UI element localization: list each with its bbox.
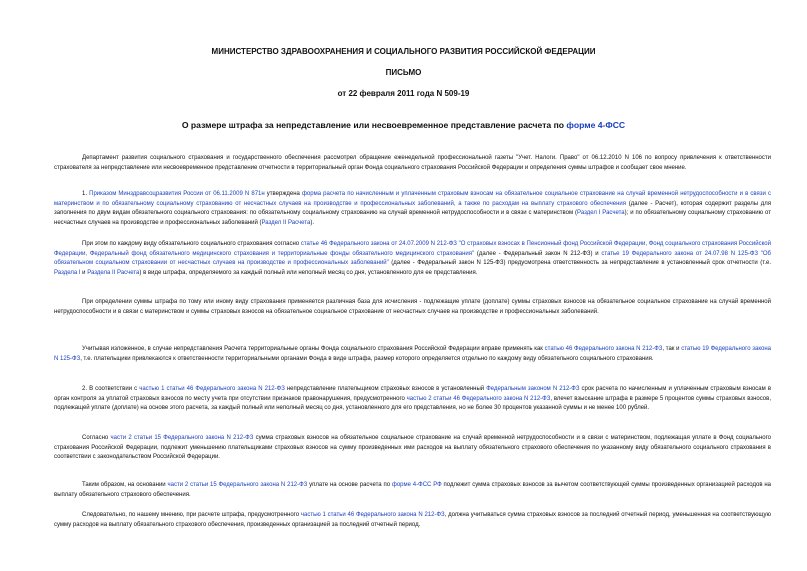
p2-text-1: 1.	[82, 191, 90, 197]
p5-text-1: Учитывая изложенное, в случае непредставления Расчета территориальные органы Фонда социального страхования Российской Федерации вправе применять как	[82, 346, 545, 352]
link-article-19-125fz[interactable]: статье 19 Федерального закона от 24.07.98 N 125-ФЗ "Об обязательном социальном страховании от несчастных случаев на производстве и профессиональных заболеваний"	[54, 250, 771, 267]
p4-text: При определении суммы штрафа по тому или иному виду страхования применяется различная база для исчисления - подлежащие уплате (доплате) суммы страховых взносов на обязательное социальное страхование на случай временной нетрудоспособности и в связи с материнством и суммы страховых взносов на обязательное социальное страхование от несчастных случаев на производстве и профессиональных заболеваний.	[54, 299, 771, 315]
link-section-2[interactable]: Раздел II Расчета	[261, 219, 311, 226]
p6-text-4: , влечет взыскание штрафа в размере 5 процентов суммы страховых взносов, подлежащей уплате (доплате) на основе этого расчета, за каждый полный или неполный месяц со дня, установленного для его представления, но не более 30 процентов указанной суммы и не менее 100 рублей.	[54, 395, 772, 412]
link-part1-article-46[interactable]: частью 1 статьи 46 Федерального закона N 212-ФЗ	[139, 386, 285, 392]
p8-text-3: подлежит сумма страховых взносов за вычетом соответствующей суммы произведенных организацией расходов на выплату обязательного страхового обеспечения.	[54, 482, 771, 498]
link-calculation-form[interactable]: форма расчета по начисленным и уплаченным страховым взносам на обязательное социальное страхование на случай временной нетрудоспособности и в связи с материнством и по обязательному социальному страхованию от несчастных случаев на производстве и профессиональных заболеваний, а также по расходам на выплату страхового обеспечения	[54, 191, 772, 207]
paragraph-6	[54, 385, 771, 414]
link-article-46-212fz[interactable]: статье 46 Федерального закона от 24.07.2009 N 212-ФЗ "О страховых взносах в Пенсионный фонд Российской Федерации, Фонд социального страхования Российской Федерации, Федеральный фонд обязательного медицинского страхования и территориальные фонды обязательного медицинского страхования"	[54, 241, 771, 257]
p8-text-2: уплате на основе расчета по	[307, 482, 392, 488]
paragraph-2	[54, 190, 771, 228]
link-part1-article-46[interactable]: частью 1 статьи 46 Федерального закона N 212-ФЗ	[300, 512, 445, 518]
p3-text-5: ) в виде штрафа, определяемого за каждый полный или неполный месяц со дня, установленного для ее представления.	[139, 269, 478, 276]
link-order-871n[interactable]: Приказом Минздравсоцразвития России от 06.11.2009 N 871н	[89, 191, 265, 197]
document-date: от 22 февраля 2011 года N 509-19	[337, 89, 470, 98]
p8-text-1: Таким образом, на основании	[82, 482, 168, 488]
link-form-4fss[interactable]: форме 4-ФСС	[566, 120, 626, 130]
p7-text-2: сумма страховых взносов на обязательное социальное страхование на случай временной нетрудоспособности и в связи с материнством, подлежащая уплате в Фонд социального страхования Российской Федерации, подлежит уменьшению плательщиками страховых взносов на сумму произведенных ими расходов на выплату обязательного страхового обеспечения по указанному виду обязательного социального страхования в соответствии с законодательством Российской Федерации.	[54, 435, 771, 461]
paragraph-9	[54, 511, 771, 530]
link-part2-article-15[interactable]: части 2 статьи 15 Федерального закона N 212-ФЗ	[110, 435, 254, 441]
paragraph-3	[54, 240, 771, 278]
link-part2-article-46[interactable]: частью 2 статьи 46 Федерального закона N 212-ФЗ	[406, 395, 551, 402]
p9-text-1: Следовательно, по нашему мнению, при расчете штрафа, предусмотренного	[82, 512, 301, 518]
p2-text-2: утверждена	[264, 191, 302, 197]
p6-text-3: срок расчета по начисленным и уплаченным страховым взносам в орган контроля за уплатой страховых взносов по месту учета при отсутствии признаков правонарушения, предусмотренного	[54, 386, 772, 402]
p2-text-5: ).	[310, 219, 314, 226]
link-law-212fz[interactable]: Федеральным законом N 212-ФЗ	[486, 386, 580, 392]
p6-text-1: 2. В соответствии с	[82, 386, 140, 392]
p1-text: Департамент развития социального страхования и государственного обеспечения рассмотрел обращение еженедельной профессиональной газеты "Учет. Налоги. Право" от 06.12.2010 N 106 по вопросу привлечения к ответственности страхователя за непредставление или несвоевременное представление отчетности в территориальный орган Фонда социального страхования Российской Федерации и определения суммы штрафов и сообщает свое мнение.	[54, 155, 771, 171]
link-section-2[interactable]: Раздела II Расчета	[87, 269, 140, 276]
paragraph-7	[54, 434, 771, 463]
document-type: ПИСЬМО	[385, 68, 422, 77]
ministry-title: МИНИСТЕРСТВО ЗДРАВООХРАНЕНИЯ И СОЦИАЛЬНОГО РАЗВИТИЯ РОССИЙСКОЙ ФЕДЕРАЦИИ	[211, 47, 596, 56]
p9-text-2: , должна учитываться сумма страховых взносов за последний отчетный период, уменьшенная на соответствующую сумму расходов на выплату обязательного страхового обеспечения, произведенных организацией за последний отчетный период.	[54, 512, 771, 528]
p2-text-4: ); и по обязательному социальному страхованию от несчастных случаев на производстве и профессиональных заболеваний (	[54, 210, 772, 226]
link-article-46-212fz[interactable]: статью 46 Федерального закона N 212-ФЗ	[544, 346, 663, 352]
document-subject	[0, 120, 807, 131]
p3-text-1: При этом по каждому виду обязательного социального страхования согласно	[82, 241, 301, 247]
p3-text-2: (далее - Федеральный закон N 212-ФЗ) и	[474, 250, 602, 257]
paragraph-4	[54, 298, 771, 317]
p5-text-2: , так и	[662, 346, 682, 352]
link-form-4fss-rf[interactable]: форме 4-ФСС РФ	[391, 482, 442, 488]
p7-text-1: Согласно	[82, 435, 111, 441]
p3-text-4: и	[80, 269, 88, 276]
p2-text-3: (далее - Расчет), которая содержит разделы для заполнения по двум видам обязательного социального страхования: по обязательному социальному страхованию на случай временной нетрудоспособности и в связи с материнством (	[54, 200, 771, 217]
link-article-19-125fz[interactable]: статью 19 Федерального закона N 125-ФЗ	[54, 346, 772, 362]
link-section-1[interactable]: Раздел I Расчета	[577, 210, 625, 217]
link-section-1[interactable]: Раздела I	[54, 269, 81, 276]
link-part2-article-15[interactable]: части 2 статьи 15 Федерального закона N 212-ФЗ	[167, 482, 308, 488]
subject-text: О размере штрафа за непредставление или несвоевременное представление расчета по	[181, 120, 567, 130]
paragraph-5	[54, 345, 771, 364]
p6-text-2: непредставление плательщиком страховых взносов в установленный	[284, 386, 487, 392]
paragraph-1	[54, 154, 771, 173]
p3-text-3: (далее - Федеральный закон N 125-ФЗ) предусмотрена ответственность за непредставление в установленный срок отчетности (т.е.	[388, 260, 771, 267]
p5-text-3: , т.е. плательщики привлекаются к ответственности территориальными органами Фонда в виде штрафа, размер которого определяется отдельно по каждому виду обязательного социального страхования.	[80, 355, 654, 362]
paragraph-8	[54, 481, 771, 500]
